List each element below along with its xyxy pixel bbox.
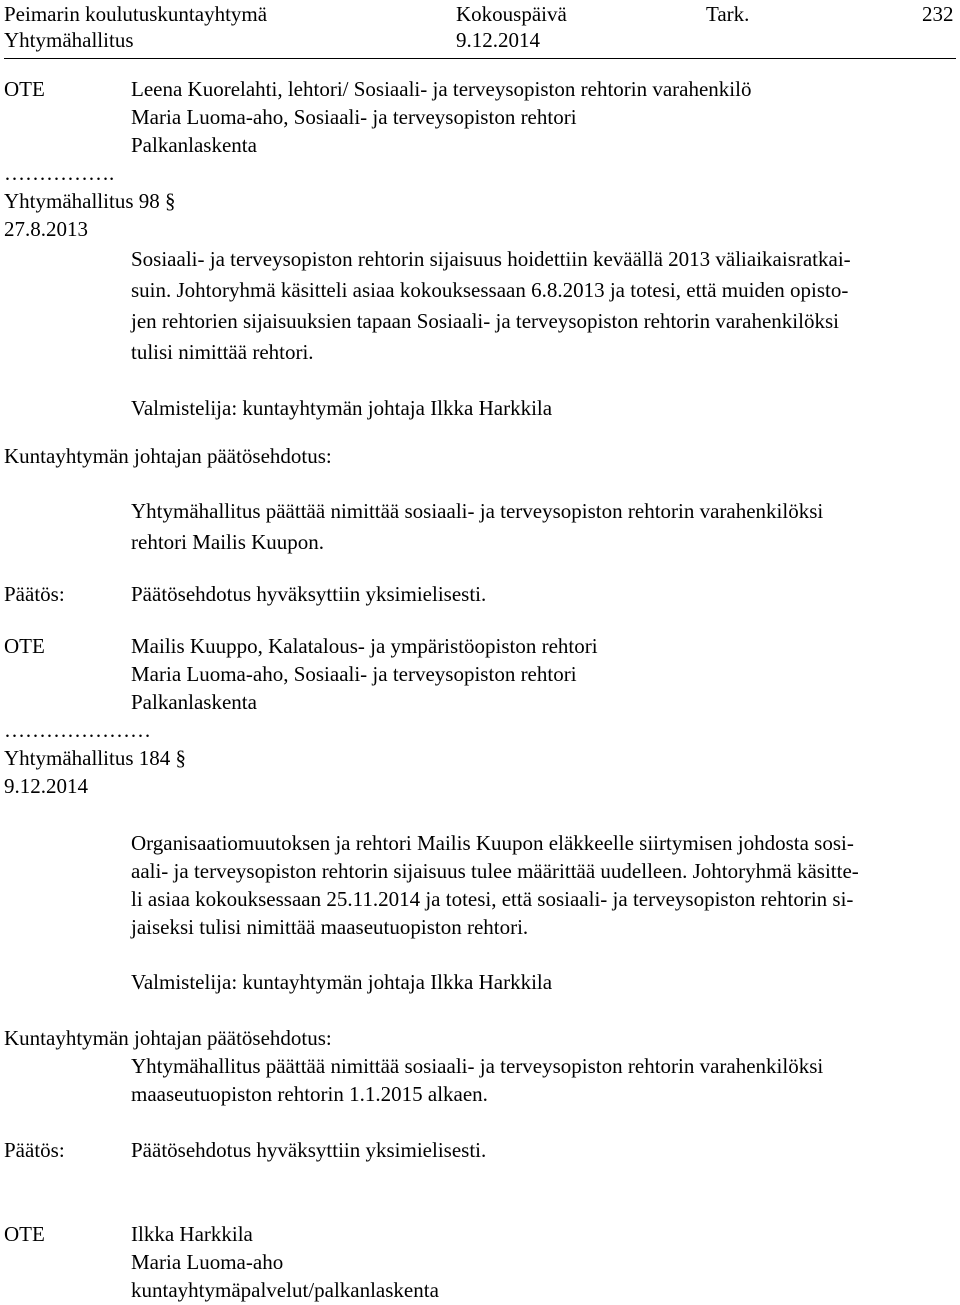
ote-label: OTE	[4, 77, 45, 101]
reference-date: 27.8.2013	[4, 217, 88, 241]
proposal-label: Kuntayhtymän johtajan päätösehdotus:	[4, 444, 332, 468]
proposal-line: Yhtymähallitus päättää nimittää sosiaali- ja terveysopiston rehtorin varahenkilöksi	[131, 1054, 824, 1078]
recipient-line: Mailis Kuuppo, Kalatalous- ja ympäristöopiston rehtori	[131, 634, 598, 658]
reference-title: Yhtymähallitus 184 §	[4, 746, 186, 770]
recipient-line: Maria Luoma-aho	[131, 1250, 284, 1274]
proposal-label: Kuntayhtymän johtajan päätösehdotus:	[4, 1026, 332, 1050]
org-name: Peimarin koulutuskuntayhtymä	[4, 2, 268, 26]
meeting-date: 9.12.2014	[456, 28, 540, 52]
body-line: jaiseksi tulisi nimittää maaseutuopiston rehtori.	[131, 915, 529, 939]
body-line: Sosiaali- ja terveysopiston rehtorin sijaisuus hoidettiin keväällä 2013 väliaikaisratkai-	[131, 247, 851, 271]
body-line: aali- ja terveysopiston rehtorin sijaisuus tulee määrittää uudelleen. Johtoryhmä käsitte-	[131, 859, 859, 883]
dotted-separator: …………….	[4, 161, 115, 185]
check-label: Tark.	[706, 2, 750, 26]
body-line: Organisaatiomuutoksen ja rehtori Mailis Kuupon eläkkeelle siirtymisen johdosta sosi-	[131, 831, 854, 855]
decision-text: Päätösehdotus hyväksyttiin yksimielisesti.	[131, 582, 487, 606]
body-line: tulisi nimittää rehtori.	[131, 340, 314, 364]
body-name: Yhtymähallitus	[4, 28, 134, 52]
body-line: suin. Johtoryhmä käsitteli asiaa kokouksessaan 6.8.2013 ja totesi, että muiden opisto-	[131, 278, 849, 302]
header-divider	[4, 58, 956, 59]
recipient-line: Palkanlaskenta	[131, 133, 257, 157]
reference-title: Yhtymähallitus 98 §	[4, 189, 176, 213]
body-line: li asiaa kokouksessaan 25.11.2014 ja totesi, että sosiaali- ja terveysopiston rehtorin si-	[131, 887, 854, 911]
reference-date: 9.12.2014	[4, 774, 88, 798]
proposal-line: maaseutuopiston rehtorin 1.1.2015 alkaen.	[131, 1082, 488, 1106]
recipient-line: Maria Luoma-aho, Sosiaali- ja terveysopiston rehtori	[131, 105, 577, 129]
ote-label: OTE	[4, 1222, 45, 1246]
proposal-line: Yhtymähallitus päättää nimittää sosiaali- ja terveysopiston rehtorin varahenkilöksi	[131, 499, 824, 523]
proposal-line: rehtori Mailis Kuupon.	[131, 530, 325, 554]
meeting-date-label: Kokouspäivä	[456, 2, 567, 26]
ote-label: OTE	[4, 634, 45, 658]
decision-text: Päätösehdotus hyväksyttiin yksimielisesti.	[131, 1138, 487, 1162]
recipient-line: kuntayhtymäpalvelut/palkanlaskenta	[131, 1278, 439, 1302]
decision-label: Päätös:	[4, 1138, 65, 1162]
decision-label: Päätös:	[4, 582, 65, 606]
page-number: 232	[922, 2, 954, 26]
body-line: jen rehtorien sijaisuuksien tapaan Sosiaali- ja terveysopiston rehtorin varahenkilöksi	[131, 309, 839, 333]
preparer-line: Valmistelija: kuntayhtymän johtaja Ilkka Harkkila	[131, 396, 553, 420]
recipient-line: Leena Kuorelahti, lehtori/ Sosiaali- ja terveysopiston rehtorin varahenkilö	[131, 77, 752, 101]
preparer-line: Valmistelija: kuntayhtymän johtaja Ilkka Harkkila	[131, 970, 553, 994]
recipient-line: Maria Luoma-aho, Sosiaali- ja terveysopiston rehtori	[131, 662, 577, 686]
recipient-line: Ilkka Harkkila	[131, 1222, 253, 1246]
recipient-line: Palkanlaskenta	[131, 690, 257, 714]
dotted-separator: …………………	[4, 718, 151, 742]
